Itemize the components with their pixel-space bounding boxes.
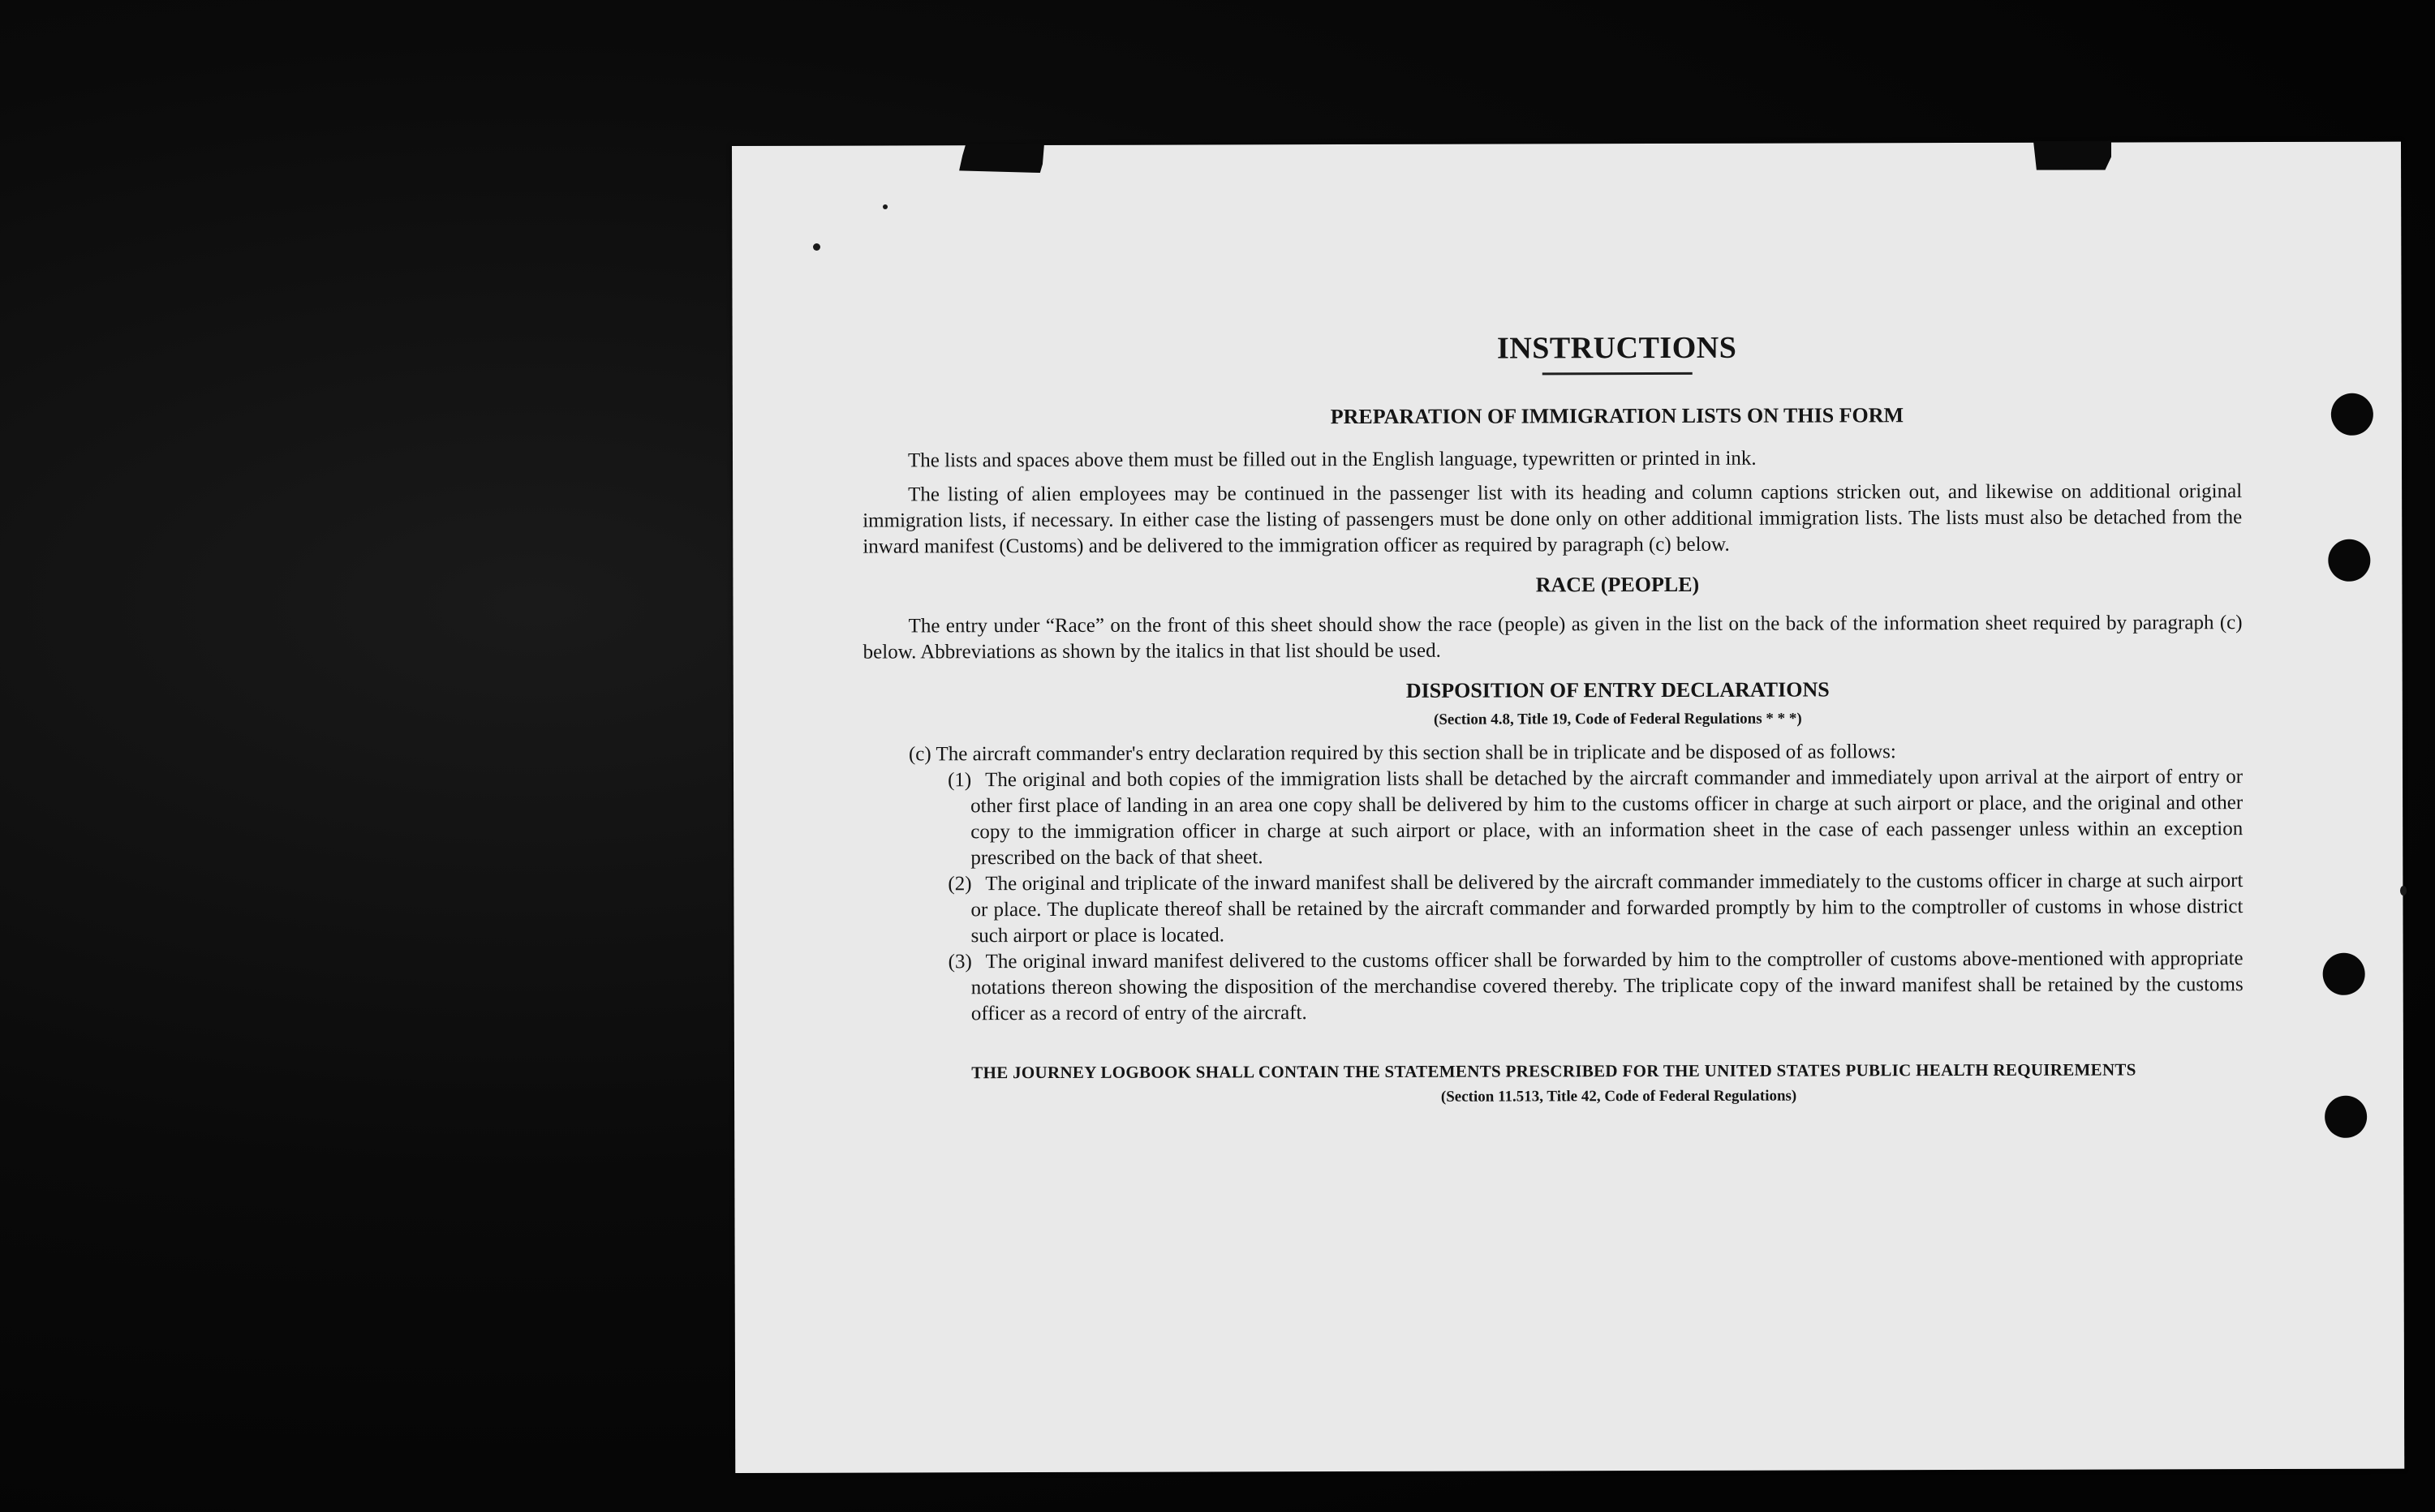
list-item-text: The original and both copies of the immigration lists shall be detached by the aircraft commander and immediately upon arrival at the airport of entry or other first place of landing in an area one copy shall be delivered by him to the customs officer in charge at such airport or place, and the original and other copy to the immigration officer in charge at such airport or place, with an information sheet in the case of each passenger unless within an exception prescribed on the back of that sheet. — [970, 766, 2244, 870]
punch-hole — [2325, 1096, 2367, 1138]
punch-hole — [2328, 539, 2370, 582]
footer-statement: THE JOURNEY LOGBOOK SHALL CONTAIN THE STATEMENTS PRESCRIBED FOR THE UNITED STATES PUBLIC HEALTH REQUIREMENTS — [971, 1059, 2136, 1083]
instructions-body — [863, 329, 2244, 1107]
list-item-1 — [948, 764, 2243, 871]
paragraph-english-language: The lists and spaces above them must be filled out in the English language, typewritten or printed in ink. — [907, 447, 1757, 472]
section-heading-disposition: DISPOSITION OF ENTRY DECLARATIONS — [1405, 677, 1830, 702]
footer-citation: (Section 11.513, Title 42, Code of Federal Regulations) — [1440, 1087, 1797, 1106]
document-page — [732, 142, 2404, 1473]
section-heading-preparation: PREPARATION OF IMMIGRATION LISTS ON THIS FORM — [1330, 403, 1904, 429]
dust-speck — [2400, 886, 2407, 896]
list-item-number: (3) — [948, 951, 972, 973]
list-item-text: The original and triplicate of the inward manifest shall be delivered by the aircraft commander immediately to the customs officer in charge at such airport or place. The duplicate thereof shall be retained by the aircraft commander and forwarded promptly by him to the comptroller of customs in whose district such airport or place is located. — [970, 870, 2244, 947]
dust-speck — [883, 204, 888, 209]
list-item-number: (1) — [948, 769, 972, 792]
paragraph-alien-employees: The listing of alien employees may be continued in the passenger list with its heading and column captions stricken out, and likewise on additional original immigration lists, if necessary. In either case the listing of passengers must be done only on other additional immigration lists. The lists must also be detached from the inward manifest (Customs) and be delivered to the immigration officer as required by paragraph (c) below. — [863, 480, 2243, 558]
list-item-number: (2) — [948, 873, 972, 896]
paragraph-race: The entry under “Race” on the front of this sheet should show the race (people) as given in the list on the back of the information sheet required by paragraph (c) below. Abbreviations as shown by the italics in that list should be used. — [863, 612, 2243, 664]
disposition-citation: (Section 4.8, Title 19, Code of Federal Regulations * * *) — [1433, 710, 1802, 728]
dust-speck — [813, 243, 820, 251]
page-title: INSTRUCTIONS — [1496, 330, 1737, 366]
title-underline — [1542, 372, 1692, 375]
list-item-text: The original inward manifest delivered to the customs officer shall be forwarded by him to the comptroller of customs above-mentioned with appropriate notations thereon showing the disposition of the merchandise covered thereby. The triplicate copy of the inward manifest shall be retained by the customs officer as a record of entry of the aircraft. — [970, 947, 2244, 1025]
paragraph-entry-declaration: (c) The aircraft commander's entry declaration required by this section shall be in triplicate and be disposed of as follows: — [908, 741, 1896, 766]
punch-hole — [2323, 953, 2365, 995]
punch-hole — [2331, 393, 2373, 436]
page-tab-right — [2033, 141, 2111, 170]
section-heading-race: RACE (PEOPLE) — [1535, 572, 1700, 597]
list-item-2 — [948, 868, 2243, 949]
page-tab-left — [959, 144, 1044, 173]
list-item-3 — [949, 946, 2244, 1027]
